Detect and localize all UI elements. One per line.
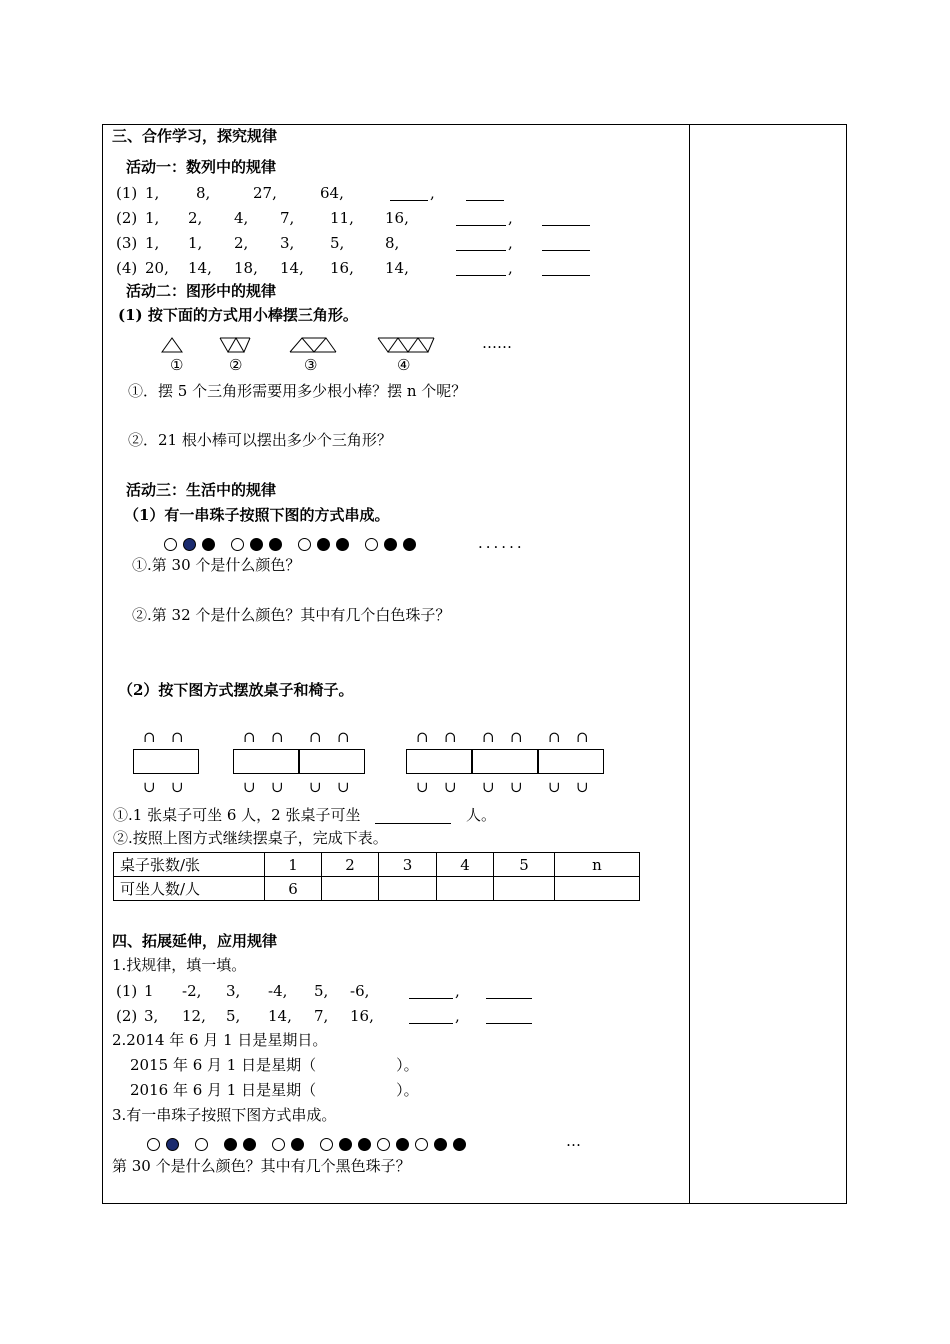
sequence-term: 14,	[280, 259, 304, 277]
white-bead	[320, 1138, 333, 1151]
chair-top: ∩	[482, 728, 495, 746]
triangle-fig-1	[162, 338, 182, 352]
comma: ,	[508, 259, 513, 277]
chair-top: ∩	[548, 728, 561, 746]
sequence-term: 5,	[314, 982, 329, 1000]
chair-top: ∩	[444, 728, 457, 746]
bead-string-2	[147, 1134, 472, 1153]
triangle-fig-2	[220, 338, 250, 352]
white-bead	[298, 538, 311, 551]
answer-blank[interactable]	[390, 186, 428, 201]
table-cell: 5	[494, 853, 555, 877]
white-bead	[365, 538, 378, 551]
answer-blank[interactable]	[542, 211, 590, 226]
desk	[472, 749, 538, 774]
white-bead	[377, 1138, 390, 1151]
sequence-term: 20,	[145, 259, 169, 277]
bead-string-2-ellipsis: …	[566, 1132, 581, 1150]
white-bead	[164, 538, 177, 551]
triangle-label-3: ③	[304, 356, 318, 374]
sequence-term: 7,	[314, 1007, 329, 1025]
sequence-term: 7,	[280, 209, 295, 227]
sequence-term: 27,	[253, 184, 277, 202]
chair-bottom: ∪	[143, 778, 156, 796]
comma: ,	[508, 209, 513, 227]
activity2-title: 活动二：图形中的规律	[126, 282, 277, 300]
table-cell: 可坐人数/人	[114, 877, 265, 901]
black-bead	[291, 1138, 304, 1151]
white-bead	[272, 1138, 285, 1151]
table-cell: 4	[437, 853, 494, 877]
black-bead	[453, 1138, 466, 1151]
chair-bottom: ∪	[444, 778, 457, 796]
sequence-term: 5,	[330, 234, 345, 252]
chair-bottom: ∪	[548, 778, 561, 796]
chair-bottom: ∪	[576, 778, 589, 796]
answer-blank[interactable]	[466, 186, 504, 201]
sequence-term: 1,	[188, 234, 203, 252]
black-bead	[202, 538, 215, 551]
blue-bead	[166, 1138, 179, 1151]
table-cell-input[interactable]	[494, 877, 555, 901]
row-label: (1)	[116, 184, 138, 202]
column-divider	[689, 124, 690, 1204]
black-bead	[384, 538, 397, 551]
table-cell-input[interactable]	[322, 877, 379, 901]
black-bead	[396, 1138, 409, 1151]
desk	[133, 749, 199, 774]
answer-blank[interactable]	[542, 236, 590, 251]
table-cell: n	[555, 853, 640, 877]
chair-top: ∩	[576, 728, 589, 746]
bead-string-1-ellipsis: ......	[478, 534, 525, 552]
black-bead	[336, 538, 349, 551]
activity3-q2-title: （2）按下图方式摆放桌子和椅子。	[118, 681, 354, 699]
desk	[406, 749, 472, 774]
comma: ,	[455, 982, 460, 1000]
answer-blank[interactable]	[456, 261, 506, 276]
chair-bottom: ∪	[243, 778, 256, 796]
tables-question-a: ①.1 张桌子可坐 6 人，2 张桌子可坐 人。	[113, 806, 497, 824]
chair-bottom: ∪	[309, 778, 322, 796]
answer-blank[interactable]	[409, 984, 453, 999]
chair-bottom: ∪	[482, 778, 495, 796]
sequence-term: 18,	[234, 259, 258, 277]
table-cell-input[interactable]	[379, 877, 437, 901]
sequence-term: 8,	[196, 184, 211, 202]
sequence-term: 16,	[350, 1007, 374, 1025]
sequence-term: 3,	[144, 1007, 159, 1025]
table-cell: 6	[265, 877, 322, 901]
sequence-term: 2,	[234, 234, 249, 252]
seating-table	[113, 852, 640, 901]
black-bead	[250, 538, 263, 551]
answer-blank[interactable]	[375, 809, 451, 824]
sequence-term: -4,	[268, 982, 288, 1000]
chair-top: ∩	[171, 728, 184, 746]
sequence-term: -2,	[182, 982, 202, 1000]
activity1-title: 活动一：数列中的规律	[126, 158, 277, 176]
chair-top: ∩	[337, 728, 350, 746]
answer-blank[interactable]	[542, 261, 590, 276]
triangle-fig-4	[378, 338, 434, 352]
section4-q2: 2.2014 年 6 月 1 日是星期日。	[112, 1031, 328, 1049]
table-cell: 1	[265, 853, 322, 877]
sequence-term: 11,	[330, 209, 354, 227]
section4-q3-question: 第 30 个是什么颜色？其中有几个黑色珠子？	[112, 1157, 411, 1175]
sequence-term: 4,	[234, 209, 249, 227]
triangle-ellipsis: ……	[482, 334, 512, 352]
sequence-term: 3,	[226, 982, 241, 1000]
white-bead	[415, 1138, 428, 1151]
section3-title: 三、合作学习，探究规律	[112, 127, 278, 145]
sequence-term: -6,	[350, 982, 370, 1000]
answer-blank[interactable]	[486, 1009, 532, 1024]
black-bead	[243, 1138, 256, 1151]
chair-top: ∩	[416, 728, 429, 746]
row-label: (4)	[116, 259, 138, 277]
chair-top: ∩	[143, 728, 156, 746]
blue-bead	[183, 538, 196, 551]
row-label: (2)	[116, 1007, 138, 1025]
desk	[538, 749, 604, 774]
section4-q3: 3.有一串珠子按照下图方式串成。	[112, 1106, 337, 1124]
sequence-term: 16,	[385, 209, 409, 227]
chair-bottom: ∪	[416, 778, 429, 796]
sequence-term: 16,	[330, 259, 354, 277]
table-cell: 2	[322, 853, 379, 877]
section4-q2-b: 2016 年 6 月 1 日是星期（ ）。	[130, 1081, 419, 1099]
black-bead	[358, 1138, 371, 1151]
sequence-term: 12,	[182, 1007, 206, 1025]
row-label: (2)	[116, 209, 138, 227]
table-cell-input[interactable]	[555, 877, 640, 901]
triangle-label-1: ①	[170, 356, 184, 374]
activity3-title: 活动三：生活中的规律	[126, 481, 277, 499]
sequence-term: 3,	[280, 234, 295, 252]
answer-blank[interactable]	[456, 211, 506, 226]
black-bead	[269, 538, 282, 551]
chair-top: ∩	[309, 728, 322, 746]
chair-bottom: ∪	[171, 778, 184, 796]
black-bead	[224, 1138, 237, 1151]
black-bead	[403, 538, 416, 551]
triangle-label-4: ④	[397, 356, 411, 374]
black-bead	[317, 538, 330, 551]
sequence-term: 5,	[226, 1007, 241, 1025]
chair-bottom: ∪	[337, 778, 350, 796]
activity3-question-b: ②.第 32 个是什么颜色？其中有几个白色珠子？	[132, 606, 451, 624]
chair-top: ∩	[271, 728, 284, 746]
black-bead	[434, 1138, 447, 1151]
table-row	[114, 853, 640, 877]
white-bead	[195, 1138, 208, 1151]
chair-top: ∩	[243, 728, 256, 746]
white-bead	[147, 1138, 160, 1151]
table-cell: 桌子张数/张	[114, 853, 265, 877]
desk	[299, 749, 365, 774]
white-bead	[231, 538, 244, 551]
sequence-term: 1,	[145, 184, 160, 202]
desk	[233, 749, 299, 774]
section4-q2-a: 2015 年 6 月 1 日是星期（ ）。	[130, 1056, 419, 1074]
table-cell-input[interactable]	[437, 877, 494, 901]
table-row	[114, 877, 640, 901]
section4-title: 四、拓展延伸，应用规律	[112, 932, 278, 950]
comma: ,	[430, 184, 435, 202]
bead-string-1	[164, 534, 422, 553]
comma: ,	[455, 1007, 460, 1025]
sequence-term: 14,	[268, 1007, 292, 1025]
sequence-term: 1,	[145, 234, 160, 252]
answer-blank[interactable]	[486, 984, 532, 999]
triangle-label-2: ②	[229, 356, 243, 374]
black-bead	[339, 1138, 352, 1151]
activity2-question-a: ①．摆 5 个三角形需要用多少根小棒？摆 n 个呢？	[128, 382, 467, 400]
sequence-term: 1	[144, 982, 154, 1000]
activity2-q1-title: (1) 按下面的方式用小棒摆三角形。	[118, 306, 358, 324]
table-cell: 3	[379, 853, 437, 877]
triangle-fig-3	[290, 338, 336, 352]
sequence-term: 2,	[188, 209, 203, 227]
comma: ,	[508, 234, 513, 252]
chair-top: ∩	[510, 728, 523, 746]
row-label: (3)	[116, 234, 138, 252]
activity3-question-a: ①.第 30 个是什么颜色？	[132, 556, 301, 574]
chair-bottom: ∪	[271, 778, 284, 796]
chair-bottom: ∪	[510, 778, 523, 796]
section4-q1: 1.找规律，填一填。	[112, 956, 247, 974]
sequence-term: 1,	[145, 209, 160, 227]
sequence-term: 64,	[320, 184, 344, 202]
activity2-question-b: ②．21 根小棒可以摆出多少个三角形？	[128, 431, 392, 449]
answer-blank[interactable]	[409, 1009, 453, 1024]
sequence-term: 8,	[385, 234, 400, 252]
answer-blank[interactable]	[456, 236, 506, 251]
sequence-term: 14,	[385, 259, 409, 277]
row-label: (1)	[116, 982, 138, 1000]
sequence-term: 14,	[188, 259, 212, 277]
activity3-q1-title: （1）有一串珠子按照下图的方式串成。	[124, 506, 390, 524]
tables-question-b: ②.按照上图方式继续摆桌子，完成下表。	[113, 829, 388, 847]
